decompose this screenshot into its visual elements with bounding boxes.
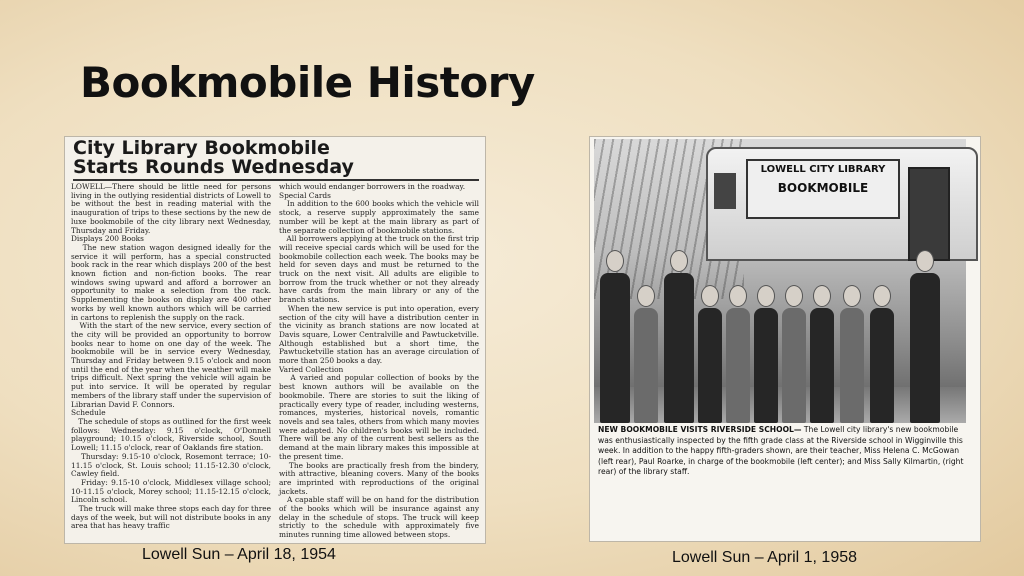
person-figure [754, 285, 778, 423]
caption-headline: NEW BOOKMOBILE VISITS RIVERSIDE SCHOOL— [598, 425, 802, 434]
source-credit-1954: Lowell Sun – April 18, 1954 [142, 546, 336, 563]
caption-text: The Lowell city library's new bookmobile was enthusiastically inspected by the fifth grade class at the Riverside school in Wigginville this week. In addition to the happy fifth-graders shown, are their teacher, Miss Helena C. McGowan (left rear), Paul Roarke, in charge of the bookmobile (left center); and Miss Sally Kilmartin, (right rear) of the library staff. [598, 425, 964, 477]
person-figure [810, 285, 834, 423]
person-figure [782, 285, 806, 423]
person-figure [870, 285, 894, 423]
article-columns [65, 181, 485, 540]
person-figure [600, 250, 630, 423]
sign-line-1: LOWELL CITY LIBRARY [760, 164, 886, 175]
students-group [594, 223, 966, 423]
bookmobile-photo [594, 139, 966, 423]
sign-line-2: BOOKMOBILE [777, 181, 869, 195]
person-figure [910, 250, 940, 423]
newspaper-clipping-1958 [589, 136, 981, 542]
person-figure [698, 285, 722, 423]
vehicle-window [714, 173, 736, 209]
article-column-2: which would endanger borrowers in the roadway. Special Cards In addition to the 600 books which the vehicle will stock, a reserve supply approximately the same number will be kept at the main library as part of the separate collection of bookmobile stations. All borrowers applying at the truck on the first trip will receive special cards which will be used for the bookmobile collection each week. The books may be held for seven days and must be returned to the truck on the next visit. All adults are eligible to borrow from the truck whether or not they already have cards from the main library or any of the branch stations. When the new service is put into operation, every section of the city will have a distribution center in the vicinity as branch stations are now located at Davis square, Lower Centralville and Pawtucketville. Although established but a short time, the Pawtucketville station has an average circulation of more than 250 books a day. Varied Collection A varied and popular collection of books by the best known authors will be available on the bookmobile. There are stories to suit the liking of practically every type of reader, including westerns, romances, mysteries, historical novels, romantic novels and sea tales, others from which many movies were adapted. No children's books will be included. There will be any of the current best sellers as the demand at the main library makes this impossible at the present time. The books are practically fresh from the bindery, with attractive, bleaning covers. Many of the books are imprinted with reproductions of the original jackets. A capable staff will be on hand for the distribution of the books which will be insurance against any delay in the schedule of stops. The truck will keep strictly to the schedule with approximately five minutes running time allowed between stops. [279, 182, 480, 540]
person-figure [726, 285, 750, 423]
headline-line-2: Starts Rounds Wednesday [73, 156, 354, 178]
newspaper-clipping-1954 [64, 136, 486, 544]
photo-caption [598, 425, 968, 478]
person-figure [840, 285, 864, 423]
bookmobile-sign [746, 159, 900, 219]
slide-title: Bookmobile History [80, 58, 535, 107]
source-credit-1958: Lowell Sun – April 1, 1958 [672, 549, 858, 566]
person-figure [634, 285, 658, 423]
headline-line-1: City Library Bookmobile [73, 137, 330, 159]
article-column-1: LOWELL—There should be little need for persons living in the outlying residential districts of Lowell to be without the best in reading material with the inauguration of trips to these sections by the new de luxe bookmobile of the city library next Wednesday, Thursday and Friday. Displays 200 Books The new station wagon designed ideally for the service it will perform, has a special constructed book rack in the rear which displays 200 of the best known fiction and non-fiction books. The rear windows swing upward and afford a borrower an opportunity to make a selection from the rack. Supplementing the books on display are 400 other works by well known authors which will be carried in cartons to replenish the supply on the rack. With the start of the new service, every section of the city will be provided an opportunity to borrow books near to home on one day of the week. The bookmobile will be in service every Wednesday, Thursday and Friday between 9.15 o'clock and noon until the end of the year when the weather will make trips difficult. Next spring the vehicle will again be put into service. It will be operated by regular members of the library staff under the supervision of Librarian David F. Connors. Schedule The schedule of stops as outlined for the first week follows: Wednesday: 9.15 o'clock, O'Donnell playground; 10.15 o'clock, Riverside school, South Lowell; 11.15 o'clock, rear of Oaklands fire station. Thursday: 9.15-10 o'clock, Rosemont terrace; 10-11.15 o'clock, St. Louis school; 11.15-12.30 o'clock, Cawley field. Friday: 9.15-10 o'clock, Middlesex village school; 10-11.15 o'clock, Morey school; 11.15-12.15 o'clock, Lincoln school. The truck will make three stops each day for three days of the week, but will not distribute books in any area that has heavy traffic [71, 182, 271, 531]
person-figure [664, 250, 694, 423]
article-headline [73, 139, 479, 181]
